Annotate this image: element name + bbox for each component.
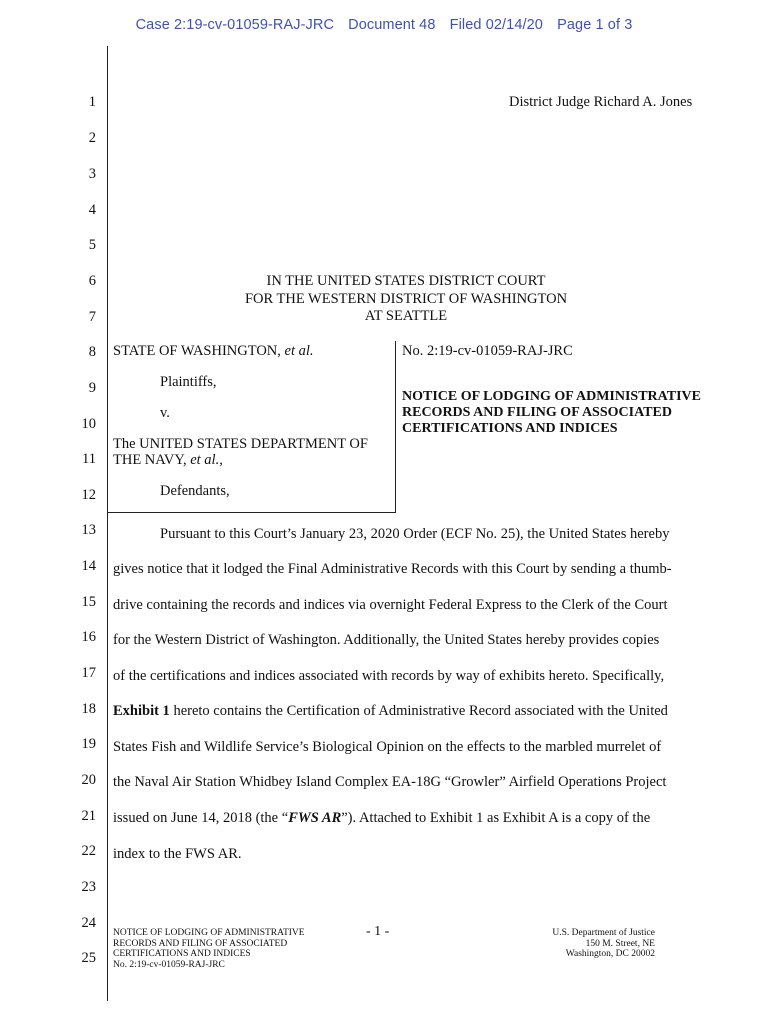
notice-title-line3: CERTIFICATIONS AND INDICES (402, 421, 618, 436)
ecf-header (0, 17, 768, 33)
footer-page-number: - 1 - (366, 924, 390, 939)
body-line-14: gives notice that it lodged the Final Administrative Records with this Court by sending a thumb- (113, 561, 672, 577)
footer-left-line4: No. 2:19-cv-01059-RAJ-JRC (113, 959, 225, 970)
plaintiff-name (113, 343, 314, 360)
line-number: 16 (81, 629, 96, 645)
defendant-comma: , (219, 452, 223, 468)
fws-ar-term: FWS AR (288, 810, 342, 826)
body-line-21-a: issued on June 14, 2018 (the “ (113, 810, 289, 826)
line-number: 18 (81, 701, 96, 717)
line-number: 7 (88, 309, 96, 325)
judge-name: District Judge Richard A. Jones (509, 94, 693, 110)
caption-box (108, 341, 396, 513)
body-line-21 (113, 810, 650, 827)
line-number: 4 (88, 202, 96, 218)
body-line-19: States Fish and Wildlife Service’s Biological Opinion on the effects to the marbled murrelet of (113, 739, 662, 755)
notice-title-line1: NOTICE OF LODGING OF ADMINISTRATIVE (402, 389, 701, 404)
page-indicator: Page 1 of 3 (557, 17, 633, 33)
line-number: 22 (81, 843, 96, 859)
body-line-22: index to the FWS AR. (113, 846, 242, 862)
footer-left-line2: RECORDS AND FILING OF ASSOCIATED (113, 938, 288, 949)
defendant-line2 (113, 452, 223, 469)
notice-title (402, 389, 742, 437)
plaintiff-text: STATE OF WASHINGTON, (113, 343, 281, 359)
defendant-text: THE NAVY, (113, 452, 187, 468)
body-line-16: for the Western District of Washington. Additionally, the United States hereby provides copies (113, 632, 660, 648)
line-number: 5 (88, 237, 96, 253)
line-number: 3 (88, 166, 96, 182)
exhibit-1-label: Exhibit 1 (113, 703, 170, 719)
footer-document-title (113, 928, 305, 970)
footer-address (500, 928, 655, 960)
margin-rule (107, 46, 108, 1001)
footer-left-line3: CERTIFICATIONS AND INDICES (113, 949, 251, 959)
line-number: 23 (81, 879, 96, 895)
body-line-18 (113, 703, 668, 720)
line-number: 13 (81, 522, 96, 538)
document-number: Document 48 (348, 17, 436, 33)
plaintiffs-label: Plaintiffs, (160, 374, 217, 390)
court-heading-line2: FOR THE WESTERN DISTRICT OF WASHINGTON (244, 291, 568, 307)
footer-right-line1: U.S. Department of Justice (552, 928, 655, 938)
line-number: 12 (81, 487, 96, 503)
line-number: 20 (81, 772, 96, 788)
line-number: 2 (88, 130, 96, 146)
body-line-18-text: hereto contains the Certification of Administrative Record associated with the United (169, 703, 668, 719)
defendant-etal: et al. (190, 452, 220, 468)
case-number-header: Case 2:19-cv-01059-RAJ-JRC (135, 17, 335, 33)
line-number: 10 (81, 416, 96, 432)
footer-right-line2: 150 M. Street, NE (585, 938, 655, 949)
line-number: 1 (88, 94, 96, 110)
body-line-15: drive containing the records and indices via overnight Federal Express to the Clerk of the Court (113, 597, 668, 613)
defendant-line1: The UNITED STATES DEPARTMENT OF (113, 436, 368, 452)
plaintiff-etal: et al. (284, 343, 314, 359)
line-number: 19 (81, 736, 96, 752)
line-number: 21 (81, 808, 96, 824)
line-number: 8 (88, 344, 96, 360)
line-number: 6 (88, 273, 96, 289)
court-heading-line1: IN THE UNITED STATES DISTRICT COURT (266, 273, 546, 289)
body-line-20: the Naval Air Station Whidbey Island Complex EA-18G “Growler” Airfield Operations Project (113, 774, 667, 790)
line-number: 24 (81, 915, 96, 931)
notice-title-line2: RECORDS AND FILING OF ASSOCIATED (402, 405, 672, 420)
case-number: No. 2:19-cv-01059-RAJ-JRC (402, 343, 573, 359)
court-heading-line3: AT SEATTLE (364, 308, 448, 324)
versus: v. (160, 405, 170, 421)
footer-right-line3: Washington, DC 20002 (565, 949, 655, 959)
body-line-17: of the certifications and indices associated with records by way of exhibits hereto. Specifically, (113, 668, 665, 684)
line-number: 25 (81, 950, 96, 966)
line-number: 15 (81, 594, 96, 610)
body-line-21-c: ”). Attached to Exhibit 1 as Exhibit A is a copy of the (341, 810, 651, 826)
defendants-label: Defendants, (160, 483, 230, 499)
footer-left-line1: NOTICE OF LODGING OF ADMINISTRATIVE (113, 928, 305, 938)
line-number: 14 (81, 558, 96, 574)
line-number: 17 (81, 665, 96, 681)
line-number: 11 (82, 451, 96, 467)
line-number: 9 (88, 380, 96, 396)
filed-date: Filed 02/14/20 (449, 17, 543, 33)
body-line-13: Pursuant to this Court’s January 23, 2020 Order (ECF No. 25), the United States hereby (160, 526, 670, 542)
